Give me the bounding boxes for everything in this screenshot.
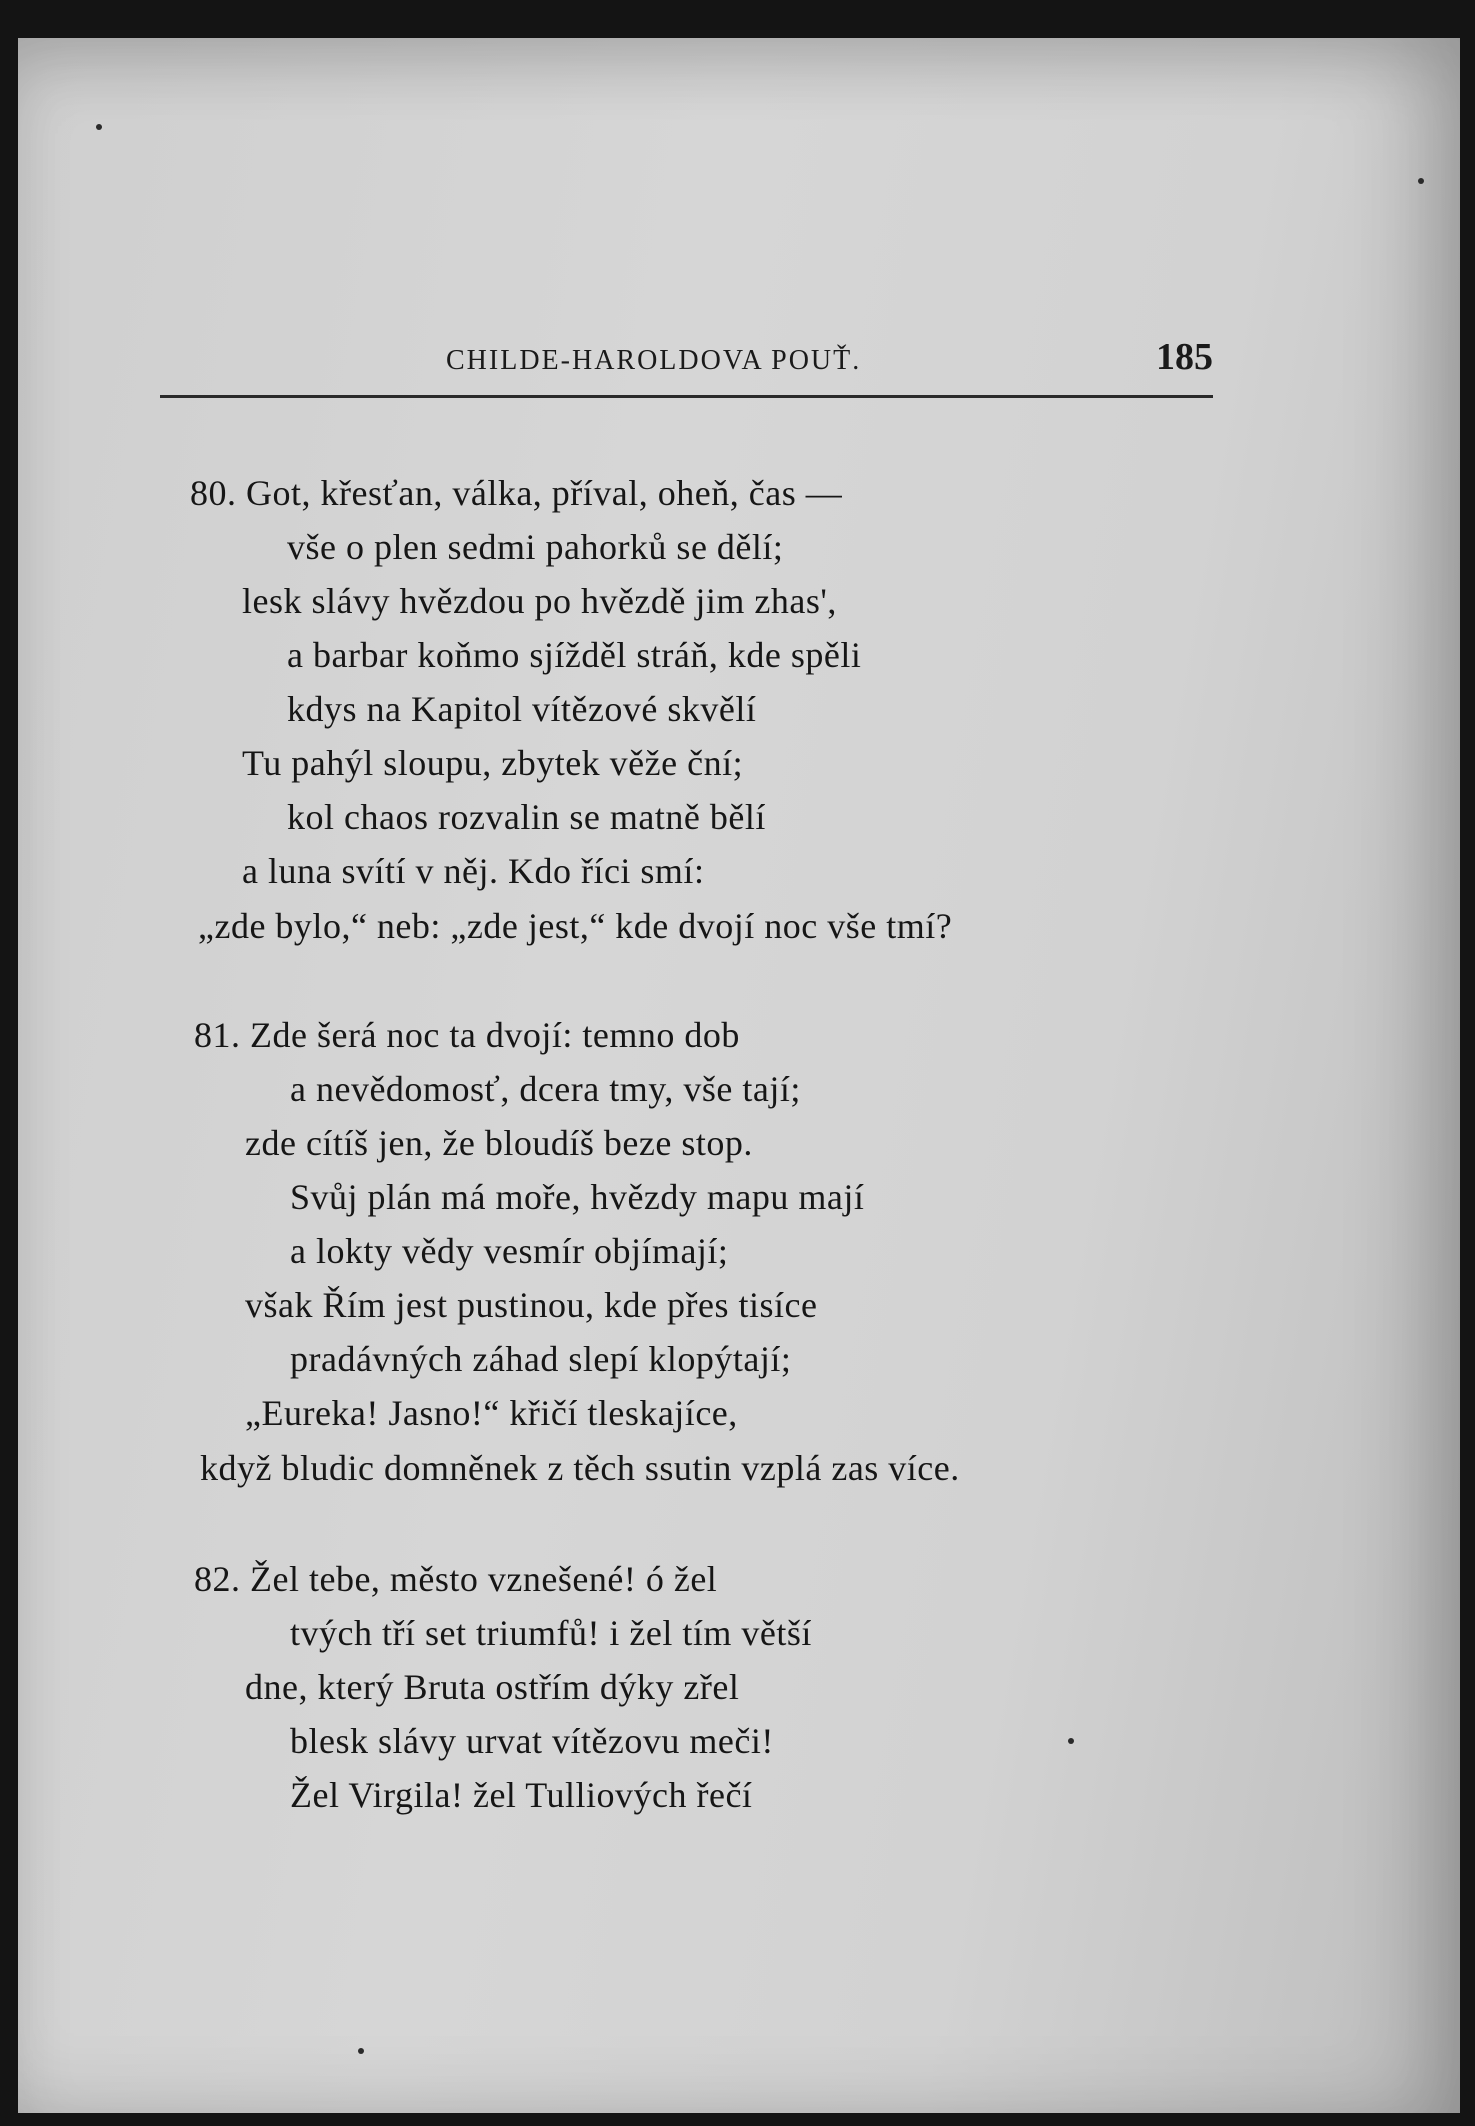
verse-line: 82. Žel tebe, město vznešené! ó žel [194,1559,718,1599]
verse-line: blesk slávy urvat vítězovu meči! [290,1721,774,1761]
verse-line: „zde bylo,“ neb: „zde jest,“ kde dvojí noc vše tmí? [198,906,953,946]
verse-line: a nevědomosť, dcera tmy, vše tají; [290,1069,801,1109]
verse-line: pradávných záhad slepí klopýtají; [290,1339,792,1379]
ink-speck [1068,1738,1074,1744]
running-title: CHILDE-HAROLDOVA POUŤ. [446,345,862,376]
verse-line: „Eureka! Jasno!“ křičí tleskajíce, [245,1393,738,1433]
verse-line: však Řím jest pustinou, kde přes tisíce [245,1285,818,1325]
verse-line: Tu pahýl sloupu, zbytek věže ční; [242,743,744,783]
verse-line: 80. Got, křesťan, válka, příval, oheň, čas — [190,473,843,513]
verse-line: lesk slávy hvězdou po hvězdě jim zhas', [242,581,837,621]
verse-line: a lokty vědy vesmír objímají; [290,1231,729,1271]
verse-line: 81. Zde šerá noc ta dvojí: temno dob [194,1015,740,1055]
verse-line: kol chaos rozvalin se matně bělí [287,797,766,837]
verse-line: kdys na Kapitol vítězové skvělí [287,689,757,729]
ink-speck [358,2048,364,2054]
page-number: 185 [1156,336,1213,378]
ink-speck [96,124,102,130]
verse-line: Svůj plán má moře, hvězdy mapu mají [290,1177,865,1217]
verse-line: a luna svítí v něj. Kdo říci smí: [242,851,705,891]
verse-line: Žel Virgila! žel Tulliových řečí [290,1775,753,1815]
running-header [160,335,1213,405]
verse-line: tvých tří set triumfů! i žel tím větší [290,1613,812,1653]
verse-line: dne, který Bruta ostřím dýky zřel [245,1667,740,1707]
verse-line: když bludic domněnek z těch ssutin vzplá zas více. [200,1448,960,1488]
verse-line: vše o plen sedmi pahorků se dělí; [287,527,784,567]
verse-line: a barbar koňmo sjížděl stráň, kde spěli [287,635,862,675]
verse-line: zde cítíš jen, že bloudíš beze stop. [245,1123,753,1163]
ink-speck [1418,178,1424,184]
header-rule [160,395,1213,398]
